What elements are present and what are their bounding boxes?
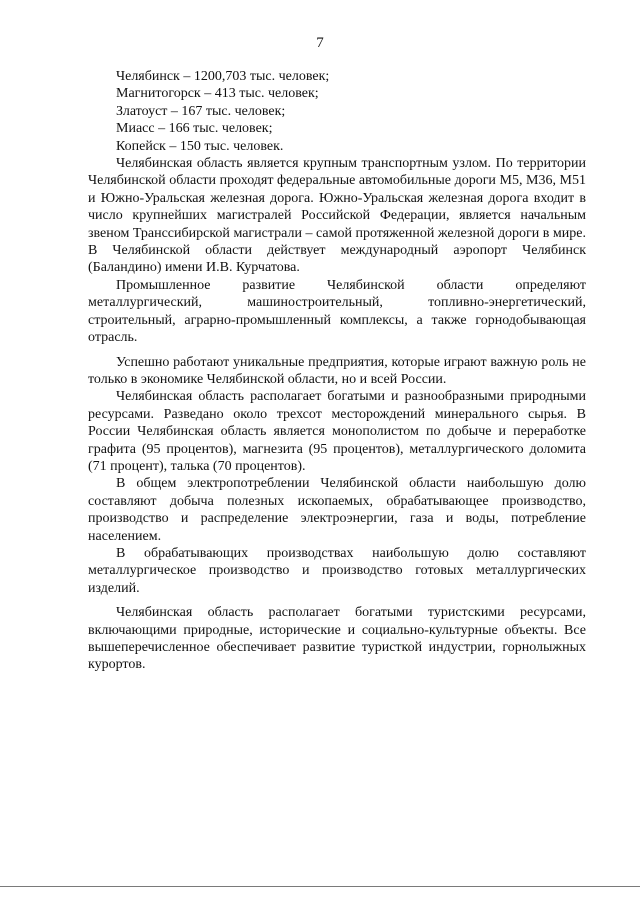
paragraph-transport: Челябинская область является крупным транспортным узлом. По территории Челябинской области проходят федеральные автомобильные дороги М5, М36, М51 и Южно-Уральская железная дорога. Южно-Уральская железная дорога входит в число крупнейших магистралей Российской Федерации, является начальным звеном Транссибирской магистрали – самой протяженной железной дороги в мире. В Челябинской области действует международный аэропорт Челябинск (Баландино) имени И.В. Курчатова. [88,156,586,276]
paragraph-resources: Челябинская область располагает богатыми и разнообразными природными ресурсами. Разведано около трехсот месторождений минерального сырья. В России Челябинская область является монополистом по добыче и переработке графита (95 процентов), магнезита (95 процентов), металлургического доломита (71 процент), талька (70 процентов). [88,389,586,474]
page-number: 7 [316,35,324,51]
paragraph-electricity: В общем электропотреблении Челябинской области наибольшую долю составляют добыча полезных ископаемых, обрабатывающее производство, производство и распределение электроэнергии, газа и воды, потребление населением. [88,476,586,544]
footer-divider [0,886,640,887]
list-item: Магнитогорск – 413 тыс. человек; [116,86,319,102]
paragraph-tourism: Челябинская область располагает богатыми туристскими ресурсами, включающими природные, исторические и социально-культурные объекты. Все вышеперечисленное обеспечивает развитие туристкой индустрии, горнолыжных курортов. [88,605,586,673]
list-item: Миасс – 166 тыс. человек; [116,121,273,137]
document-body [88,68,586,674]
paragraph-enterprises: Успешно работают уникальные предприятия, которые играют важную роль не только в экономике Челябинской области, но и всей России. [88,354,586,387]
list-item: Челябинск – 1200,703 тыс. человек; [116,69,330,84]
list-item: Златоуст – 167 тыс. человек; [116,103,286,119]
paragraph-manufacturing: В обрабатывающих производствах наибольшую долю составляют металлургическое производство и производство готовых металлургических изделий. [88,545,586,596]
population-list [88,68,586,155]
paragraph-industry: Промышленное развитие Челябинской области определяют металлургический, машиностроительный, топливно-энергетический, строительный, аграрно-промышленный комплексы, а также горнодобывающая отрасль. [88,277,586,346]
list-item: Копейск – 150 тыс. человек. [116,138,284,154]
